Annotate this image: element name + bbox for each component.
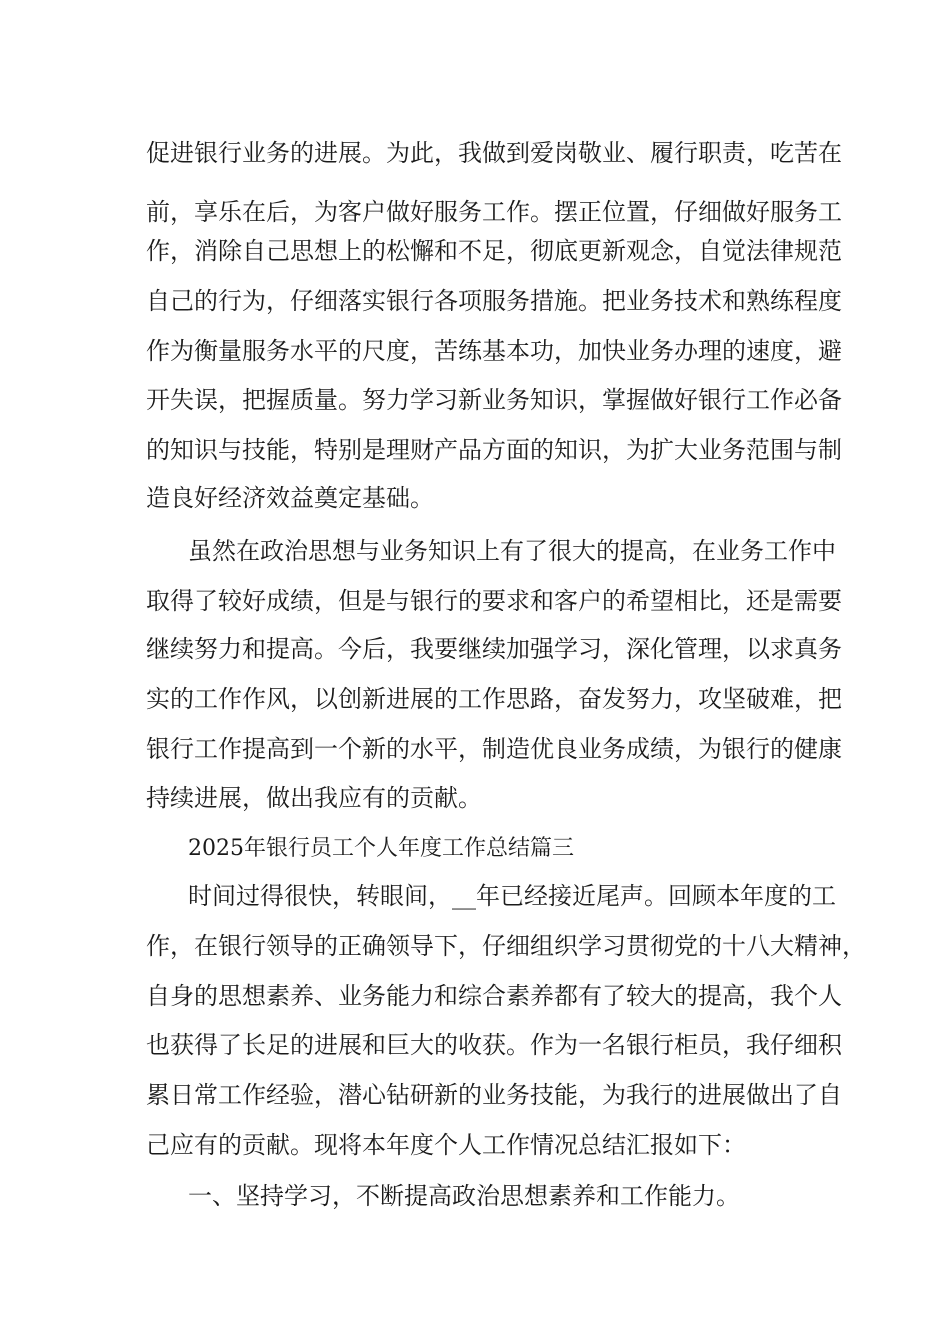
text-line: 累日常工作经验，潜心钻研新的业务技能，为我行的进展做出了自 — [146, 1081, 842, 1109]
text-line: 作为衡量服务水平的尺度，苦练基本功，加快业务办理的速度，避 — [146, 337, 842, 365]
text-line: 银行工作提高到一个新的水平，制造优良业务成绩，为银行的健康 — [146, 735, 842, 763]
text-line: 己应有的贡献。现将本年度个人工作情况总结汇报如下： — [146, 1131, 746, 1159]
text-line: 实的工作作风，以创新进展的工作思路，奋发努力，攻坚破难，把 — [146, 685, 842, 713]
text-line: 作，在银行领导的正确领导下，仔细组织学习贯彻党的十八大精神， — [146, 932, 866, 960]
text-line: 前，享乐在后，为客户做好服务工作。摆正位置，仔细做好服务工 — [146, 198, 842, 226]
text-line: 虽然在政治思想与业务知识上有了很大的提高，在业务工作中 — [188, 537, 836, 565]
text-line: 取得了较好成绩，但是与银行的要求和客户的希望相比，还是需要 — [146, 587, 842, 615]
text-line: 继续努力和提高。今后，我要继续加强学习，深化管理，以求真务 — [146, 635, 842, 663]
text-line: 造良好经济效益奠定基础。 — [146, 484, 434, 512]
text-line: 促进银行业务的进展。为此，我做到爱岗敬业、履行职责，吃苦在 — [146, 139, 842, 167]
text-line: 作，消除自己思想上的松懈和不足，彻底更新观念，自觉法律规范 — [146, 237, 842, 265]
text-line: 持续进展，做出我应有的贡献。 — [146, 784, 482, 812]
text-line: 开失误，把握质量。努力学习新业务知识，掌握做好银行工作必备 — [146, 386, 842, 414]
text-line: 自己的行为，仔细落实银行各项服务措施。把业务技术和熟练程度 — [146, 287, 842, 315]
text-line: 一、坚持学习，不断提高政治思想素养和工作能力。 — [188, 1182, 740, 1210]
text-line: 时间过得很快，转眼间，__年已经接近尾声。回顾本年度的工 — [188, 882, 836, 910]
text-line: 也获得了长足的进展和巨大的收获。作为一名银行柜员，我仔细积 — [146, 1031, 842, 1059]
section-heading: 2025年银行员工个人年度工作总结篇三 — [188, 836, 574, 861]
text-line: 自身的思想素养、业务能力和综合素养都有了较大的提高，我个人 — [146, 982, 842, 1010]
text-line: 的知识与技能，特别是理财产品方面的知识，为扩大业务范围与制 — [146, 436, 842, 464]
